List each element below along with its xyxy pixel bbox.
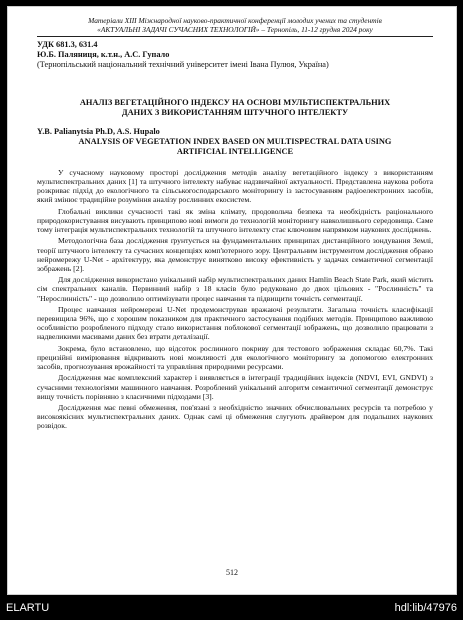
body-text (37, 168, 433, 433)
paragraph: Для дослідження використано унікальний набір мультиспектральних даних Hamlin Beach State Park, який містить сім спектральних каналів. Первинний набір з 18 класів було редуковано до двох цільових - "Рослинність" та "Нерослинність" - що дозволило оптимізувати процес навчання та підвищити точність сегментації. (37, 275, 433, 303)
title-ua-line-2: ДАНИХ З ВИКОРИСТАННЯМ ШТУЧНОГО ІНТЕЛЕКТУ (121, 107, 349, 117)
authors-en: Y.B. Palianytsia Ph.D, A.S. Hupalo (37, 127, 160, 136)
affiliation: (Тернопільський національний технічний університет імені Івана Пулюя, Україна) (37, 59, 329, 69)
running-header (37, 16, 433, 34)
title-ua (37, 98, 433, 117)
title-ua-line-1: АНАЛІЗ ВЕГЕТАЦІЙНОГО ІНДЕКСУ НА ОСНОВІ МУЛЬТИСПЕКТРАЛЬНИХ (79, 98, 391, 107)
authors-ua: Ю.Б. Паляниця, к.т.н., А.С. Гупало (37, 49, 170, 59)
paragraph: Процес навчання нейромережі U-Net продемонстрував вражаючі результати. Загальна точність класифікації перевищила 96%, що є хорошим показником для практичного застосування подібних методів. Принципово важливою особливістю розробленого підходу стало використання поблокової сегментації зображень, що дозволило працювати з надвеликими масивами даних без втрати деталізації. (37, 304, 433, 342)
document-page (7, 6, 457, 595)
title-en-line-2: ARTIFICIAL INTELLIGENCE (176, 146, 294, 156)
paragraph: Дослідження має комплексний характер і виявляється в інтеграції традиційних індексів (NDVI, EVI, GNDVI) з сучасними технологіями машинного навчання. Розроблений унікальний алгоритм семантичної сегментації демонструє вищу точність порівняно з класичними підходами [3]. (37, 373, 433, 401)
authors-en-block (37, 127, 433, 137)
paragraph: У сучасному науковому просторі дослідження методів аналізу вегетаційного індексу з використанням мультиспектральних даних [1] та штучного інтелекту набуває надзвичайної актуальності. Представлена наукова робота розкриває підхід до екологічного та сільськогосподарського моніторингу із застосуванням радіоелектронних засобів, який змінює традиційне розуміння аналізу рослинних екосистем. (37, 168, 433, 205)
paragraph: Дослідження має певні обмеження, пов'язані з необхідністю значних обчислювальних ресурсів та потребою у високоякісних мультиспектральних даних. Однак самі ці обмеження слугують драйвером для подальших наукових розвідок. (37, 403, 433, 431)
paragraph: Глобальні виклики сучасності такі як зміна клімату, продовольча безпека та необхідність раціонального природокористування висувають принципово нові вимоги до технологій моніторингу навколишнього середовища. Саме тому інтеграція мультиспектральних технологій та штучного інтелекту стає ключовим напрямком наукових досліджень. (37, 206, 433, 235)
running-header-line-1: Матеріали XIII Міжнародної науково-практичної конференції молодих учених та студентів (88, 16, 382, 25)
article-meta (37, 40, 433, 69)
running-header-line-2: «АКТУАЛЬНІ ЗАДАЧІ СУЧАСНИХ ТЕХНОЛОГІЙ» – Тернопіль, 11-12 грудня 2024 року (97, 25, 373, 34)
paragraph: Зокрема, було встановлено, що відсоток рослинного покриву для тестового зображення складає 60,7%. Такі прецизійні вимірювання відкривають нові можливості для екологічного моніторингу за допомогою електронних засобів, прогнозування врожайності та управління природними ресурсами. (37, 343, 433, 372)
repository-label: ELARTU (6, 602, 50, 614)
title-en (37, 137, 433, 156)
paragraph: Методологічна база дослідження ґрунтується на фундаментальних принципах дистанційного зондування Землі, теорії штучного інтелекту та сучасних концепціях комп'ютерного зору. Центральним інструментом дослідження обрано нейромережу U-Net - архітектуру, яка демонструє винятково високу ефективність у задачах семантичної сегментації зображень [2]. (37, 236, 433, 273)
title-en-line-1: ANALYSIS OF VEGETATION INDEX BASED ON MULTISPECTRAL DATA USING (78, 137, 392, 146)
page-number: 512 (226, 568, 238, 577)
udc-code: УДК 681.3, 631.4 (37, 40, 98, 49)
header-rule (37, 36, 433, 37)
handle-label: hdl:lib/47976 (394, 602, 457, 614)
